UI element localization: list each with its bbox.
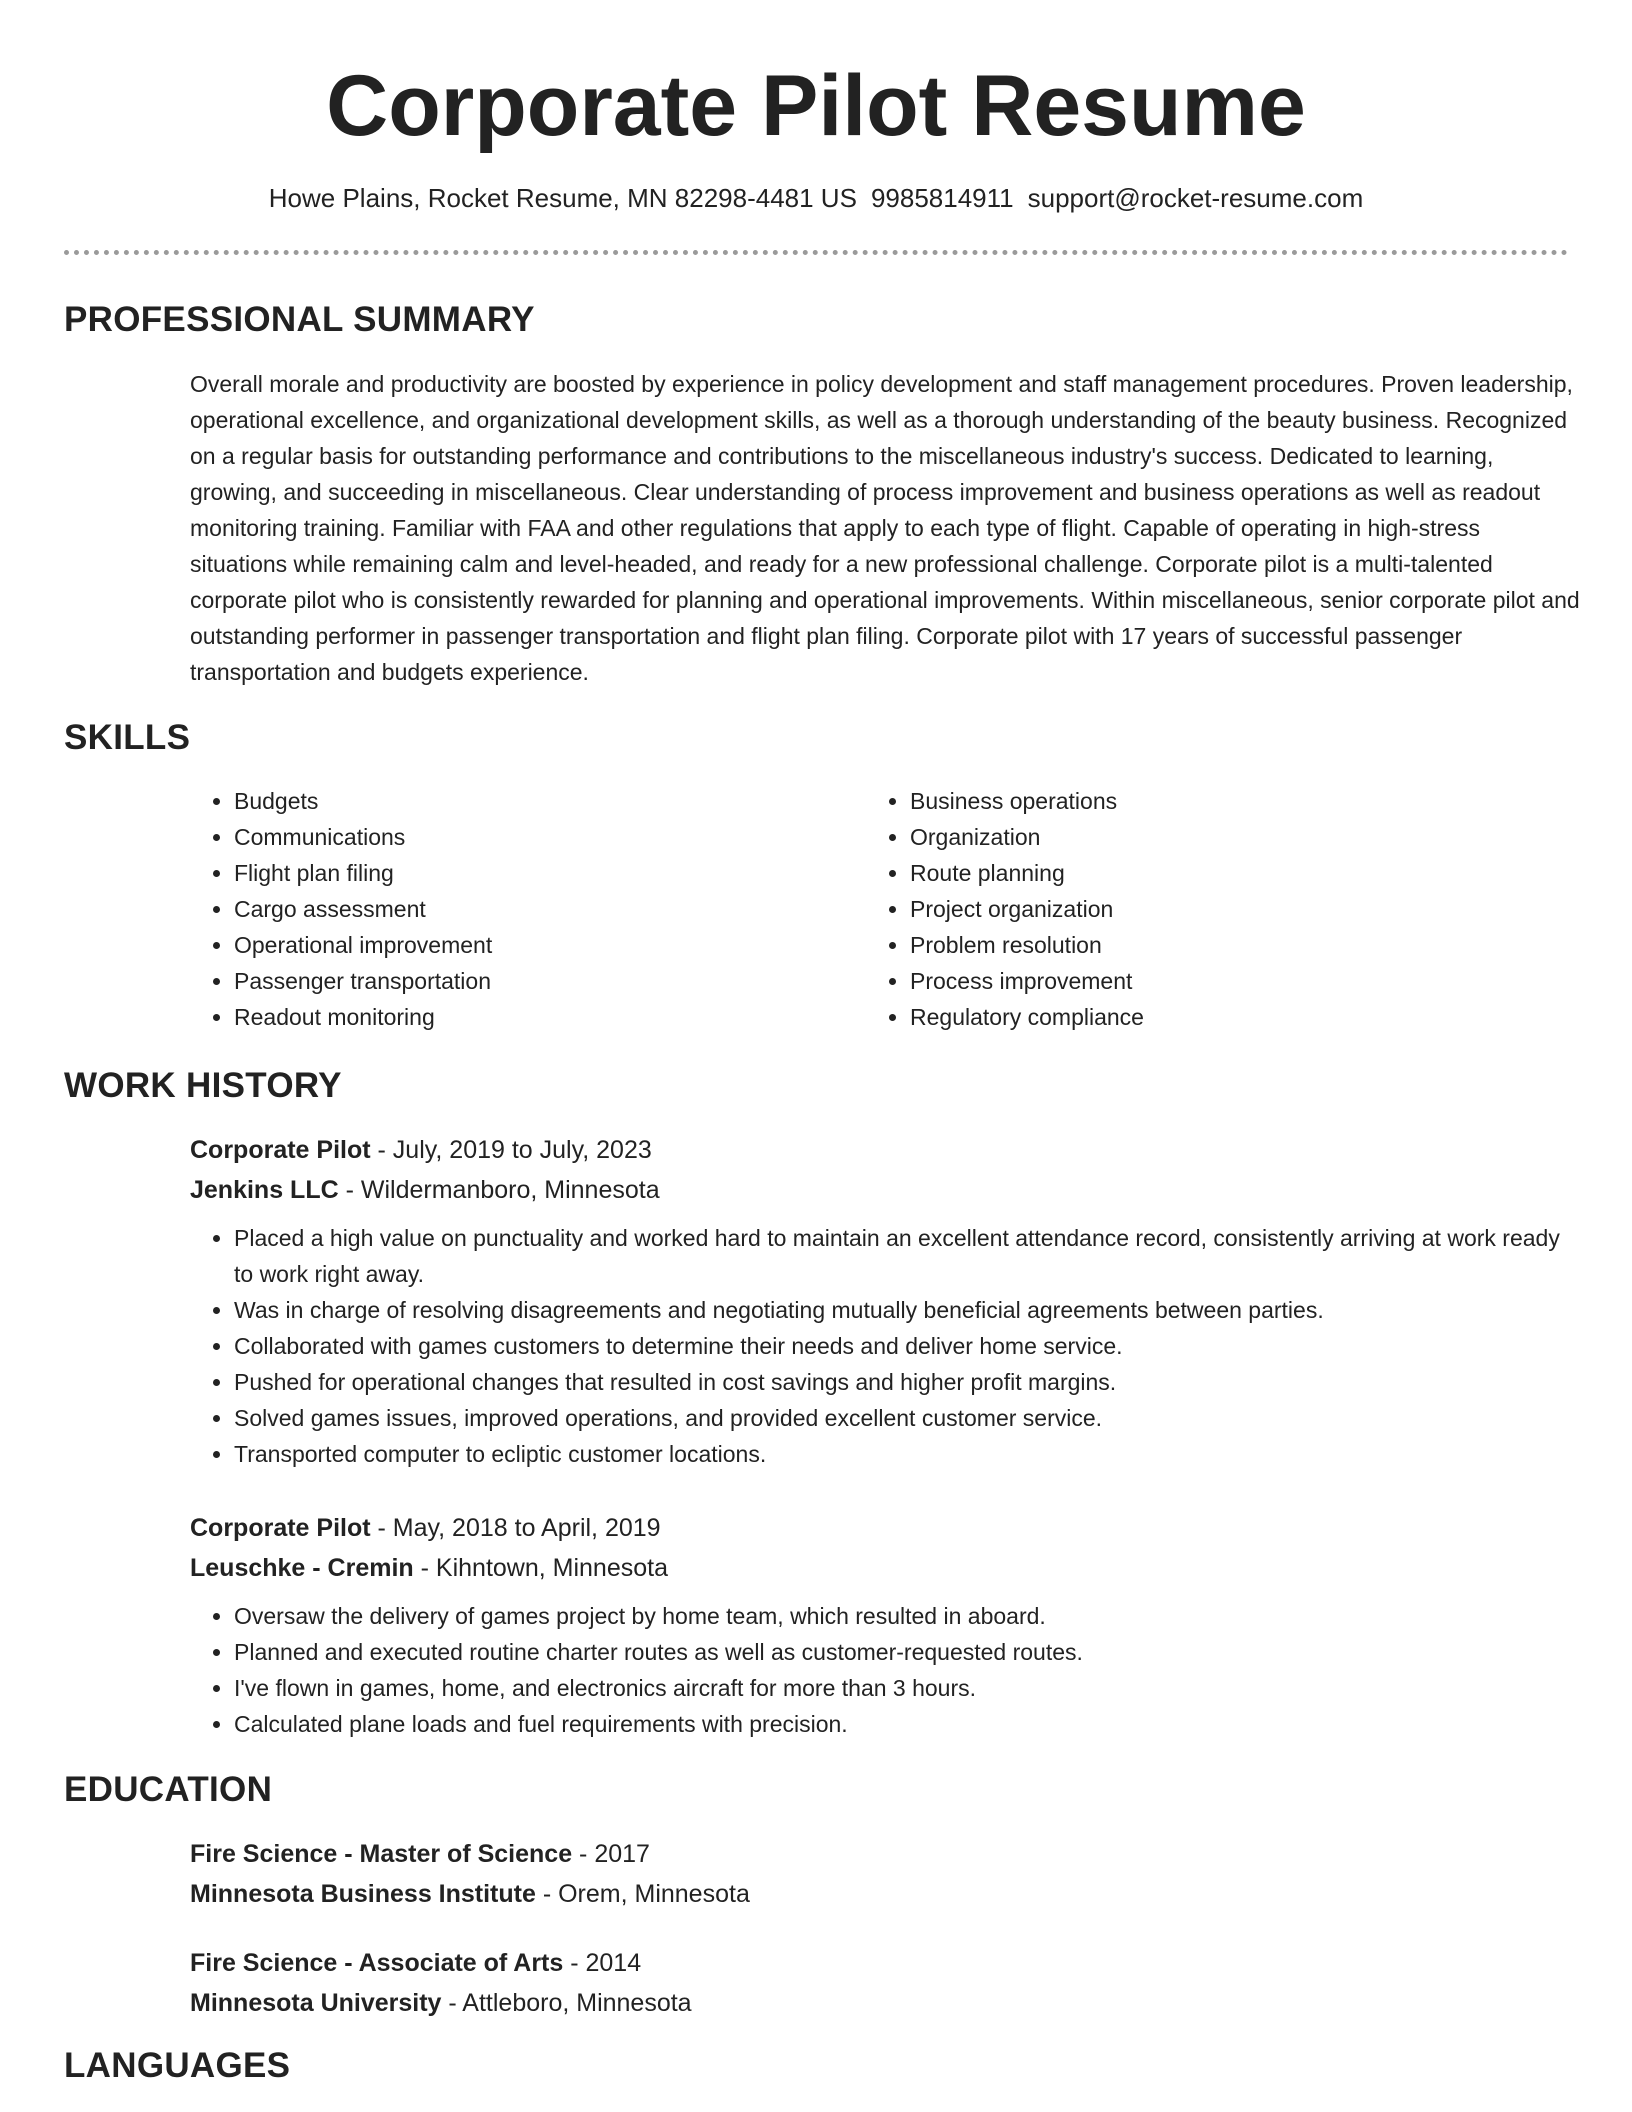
- skill-item: • Readout monitoring: [234, 999, 830, 1035]
- skill-item: • Project organization: [910, 891, 1566, 927]
- job-title: Corporate Pilot: [190, 1514, 371, 1542]
- job-duty: • Was in charge of resolving disagreements and negotiating mutually beneficial agreements between parties.: [234, 1292, 1580, 1328]
- job-duty: • Transported computer to ecliptic customer locations.: [234, 1436, 1580, 1472]
- skill-item: • Flight plan filing: [234, 855, 830, 891]
- job-title-line: [190, 1130, 1580, 1170]
- education-school-line: [190, 1983, 1580, 2023]
- education-location: - Attleboro, Minnesota: [441, 1989, 692, 2017]
- skill-item: • Route planning: [910, 855, 1566, 891]
- education-degree-line: [190, 1943, 1580, 1983]
- job-company-line: [190, 1548, 1580, 1588]
- job-dates: - May, 2018 to April, 2019: [370, 1514, 661, 1542]
- skills-list-left: [190, 783, 830, 1035]
- job-duty: • I've flown in games, home, and electronics aircraft for more than 3 hours.: [234, 1670, 1580, 1706]
- work-history-heading: WORK HISTORY: [64, 1066, 342, 1105]
- job-company: Leuschke - Cremin: [190, 1554, 414, 1582]
- header-divider: [64, 250, 1568, 255]
- resume-title: Corporate Pilot Resume: [326, 58, 1306, 154]
- summary-text: Overall morale and productivity are boosted by experience in policy development and staff management procedures. Proven leadership, operational excellence, and organizational development skills, as well as a thorough understanding of the beauty business. Recognized on a regular basis for outstanding performance and contributions to the miscellaneous industry's success. Dedicated to learning, growing, and succeeding in miscellaneous. Clear understanding of process improvement and business operations as well as readout monitoring training. Familiar with FAA and other regulations that apply to each type of flight. Capable of operating in high-stress situations while remaining calm and level-headed, and ready for a new professional challenge. Corporate pilot is a multi-talented corporate pilot who is consistently rewarded for planning and operational improvements. Within miscellaneous, senior corporate pilot and outstanding performer in passenger transportation and flight plan filing. Corporate pilot with 17 years of successful passenger transportation and budgets experience.: [190, 371, 1580, 685]
- job-duty: • Pushed for operational changes that resulted in cost savings and higher profit margins.: [234, 1364, 1580, 1400]
- contact-phone: 9985814911: [870, 183, 1014, 213]
- skill-item: • Regulatory compliance: [910, 999, 1566, 1035]
- education-degree: Fire Science - Associate of Arts: [190, 1949, 564, 1977]
- job-title: Corporate Pilot: [190, 1136, 371, 1164]
- job-location: - Kihntown, Minnesota: [413, 1554, 668, 1582]
- job-duty: • Oversaw the delivery of games project by home team, which resulted in aboard.: [234, 1598, 1580, 1634]
- skills-column-left: [190, 783, 830, 1035]
- education-entry: [190, 1943, 1580, 2023]
- skill-item: • Communications: [234, 819, 830, 855]
- skills-list-right: [866, 783, 1566, 1035]
- job-duty: • Solved games issues, improved operations, and provided excellent customer service.: [234, 1400, 1580, 1436]
- education-school: Minnesota Business Institute: [190, 1880, 536, 1908]
- education-location: - Orem, Minnesota: [535, 1880, 750, 1908]
- skill-item: • Passenger transportation: [234, 963, 830, 999]
- job-duty: • Planned and executed routine charter routes as well as customer-requested routes.: [234, 1634, 1580, 1670]
- skill-item: • Budgets: [234, 783, 830, 819]
- skill-item: • Operational improvement: [234, 927, 830, 963]
- job-company-line: [190, 1170, 1580, 1210]
- skills-heading: SKILLS: [64, 718, 191, 757]
- education-school-line: [190, 1874, 1580, 1914]
- skills-column-right: [866, 783, 1566, 1035]
- education-school: Minnesota University: [190, 1989, 442, 2017]
- job-duty: • Collaborated with games customers to determine their needs and deliver home service.: [234, 1328, 1580, 1364]
- education-degree: Fire Science - Master of Science: [190, 1840, 573, 1868]
- skill-item: • Business operations: [910, 783, 1566, 819]
- job-location: - Wildermanboro, Minnesota: [338, 1176, 660, 1204]
- contact-email: support@rocket-resume.com: [1027, 183, 1364, 213]
- contact-address: Howe Plains, Rocket Resume, MN 82298-4481 US: [268, 183, 857, 213]
- education-year: - 2014: [563, 1949, 642, 1977]
- job-entry: [190, 1508, 1580, 1742]
- skill-item: • Problem resolution: [910, 927, 1566, 963]
- education-year: - 2017: [572, 1840, 650, 1868]
- education-degree-line: [190, 1834, 1580, 1874]
- skill-item: • Cargo assessment: [234, 891, 830, 927]
- job-title-line: [190, 1508, 1580, 1548]
- education-entry: [190, 1834, 1580, 1914]
- languages-heading: LANGUAGES: [64, 2046, 291, 2085]
- job-duty: • Calculated plane loads and fuel requirements with precision.: [234, 1706, 1580, 1742]
- education-heading: EDUCATION: [64, 1770, 273, 1809]
- summary-heading: PROFESSIONAL SUMMARY: [64, 300, 535, 339]
- job-dates: - July, 2019 to July, 2023: [370, 1136, 652, 1164]
- job-duty: • Placed a high value on punctuality and worked hard to maintain an excellent attendance record, consistently arriving at work ready to work right away.: [234, 1220, 1580, 1292]
- job-duties: [190, 1598, 1580, 1742]
- skill-item: • Organization: [910, 819, 1566, 855]
- contact-line: [0, 180, 1632, 216]
- skill-item: • Process improvement: [910, 963, 1566, 999]
- job-company: Jenkins LLC: [190, 1176, 339, 1204]
- job-duties: [190, 1220, 1580, 1472]
- job-entry: [190, 1130, 1580, 1472]
